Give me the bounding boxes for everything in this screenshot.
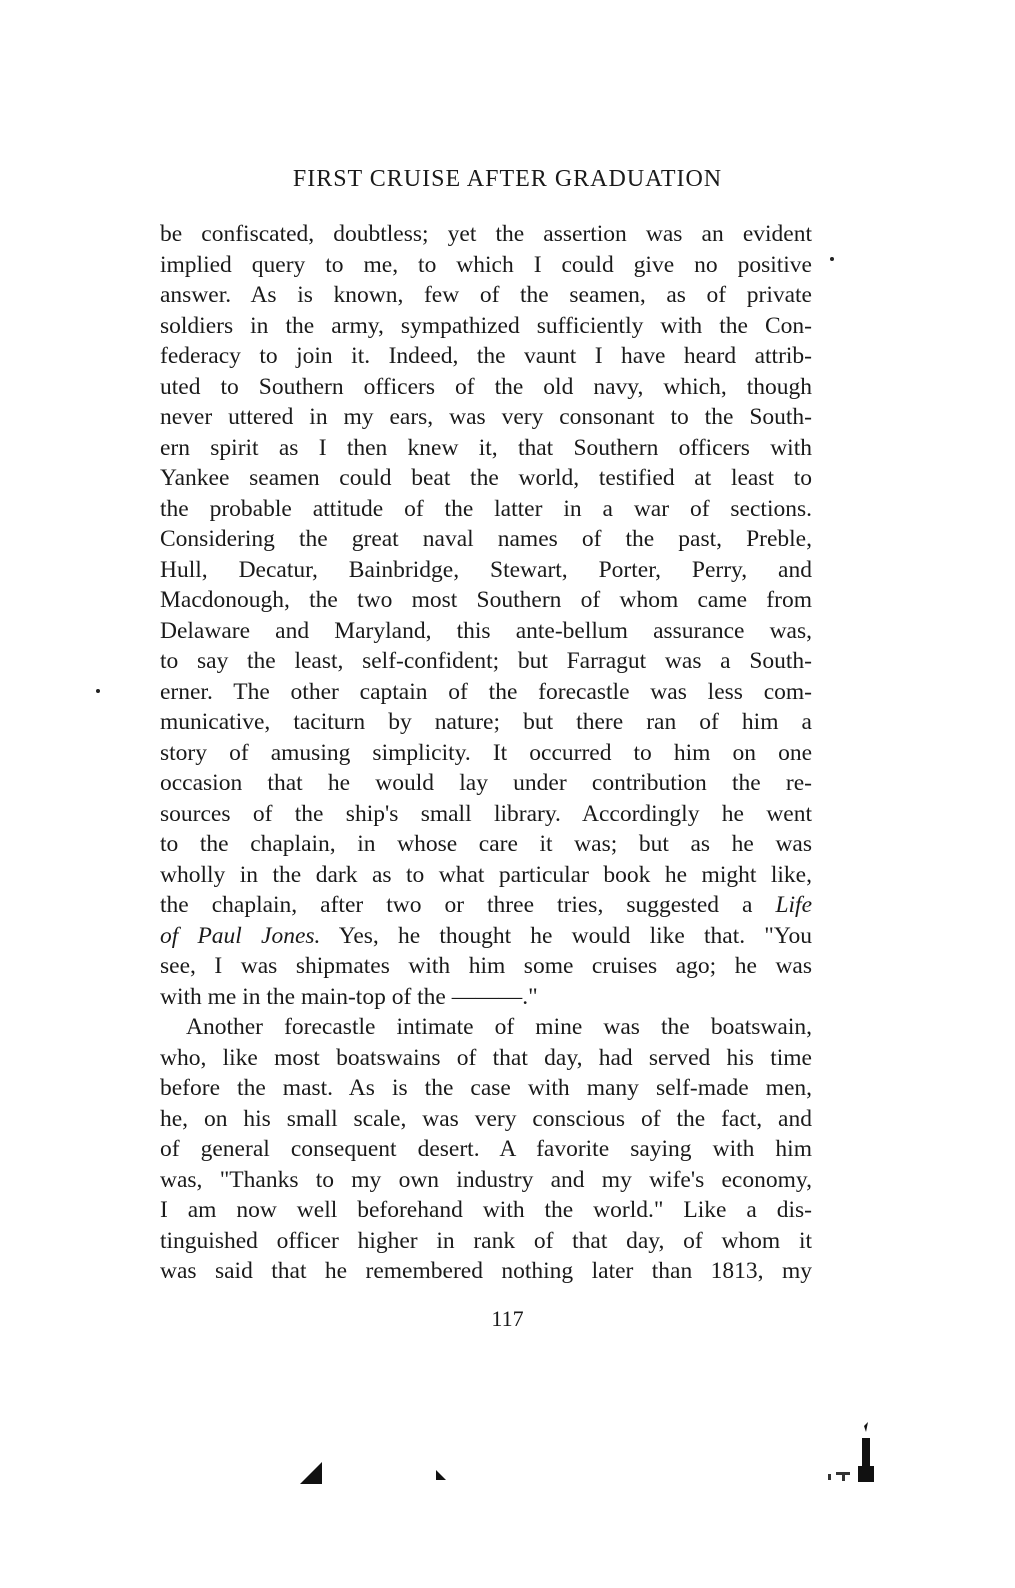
text-line-with-italic: [160, 890, 812, 921]
running-head: FIRST CRUISE AFTER GRADUATION: [292, 166, 723, 192]
text-line: sources of the ship's small library. Accordingly he went: [160, 800, 812, 827]
text-line: who, like most boatswains of that day, had served his time: [160, 1044, 812, 1071]
text-line: was, "Thanks to my own industry and my wife's economy,: [160, 1166, 812, 1193]
text-line: tinguished officer higher in rank of that day, of whom it: [160, 1227, 812, 1254]
text-line: story of amusing simplicity. It occurred to him on one: [160, 739, 812, 766]
text-line: Yankee seamen could beat the world, testified at least to: [160, 465, 812, 491]
scan-edge-mark-icon: [824, 1420, 880, 1484]
margin-speck: [830, 257, 834, 261]
line-text: Yes, he thought he would like that. "You: [338, 922, 812, 949]
line-text: the chaplain, after two or three tries, suggested a: [160, 892, 753, 918]
text-line: wholly in the dark as to what particular book he might like,: [160, 861, 812, 888]
text-line: to the chaplain, in whose care it was; but as he was: [160, 831, 812, 857]
text-line: answer. As is known, few of the seamen, as of private: [160, 282, 812, 308]
text-line-with-italic: [160, 921, 812, 952]
text-line: be confiscated, doubtless; yet the assertion was an evident: [160, 221, 812, 247]
text-line: Macdonough, the two most Southern of whom came from: [160, 587, 812, 613]
text-line: occasion that he would lay under contribution the re-: [160, 770, 812, 796]
text-line: implied query to me, to which I could give no positive: [160, 251, 812, 278]
text-line: was said that he remembered nothing later than 1813, my: [160, 1258, 812, 1284]
text-line: Considering the great naval names of the past, Preble,: [160, 526, 812, 552]
text-line: Delaware and Maryland, this ante-bellum assurance was,: [160, 617, 812, 644]
text-line: with me in the main-top of the ———.": [160, 983, 538, 1010]
text-line: of general consequent desert. A favorite saying with him: [160, 1136, 812, 1162]
text-line: to say the least, self-confident; but Farragut was a South-: [160, 648, 812, 674]
body-text: [160, 219, 812, 1287]
text-line: federacy to join it. Indeed, the vaunt I have heard attrib-: [160, 343, 812, 369]
scan-corner-mark-icon: [296, 1458, 326, 1488]
text-line: I am now well beforehand with the world." Like a dis-: [160, 1197, 812, 1223]
text-line: he, on his small scale, was very conscious of the fact, and: [160, 1105, 812, 1132]
text-line: Hull, Decatur, Bainbridge, Stewart, Porter, Perry, and: [160, 556, 812, 583]
text-line: never uttered in my ears, was very consonant to the South-: [160, 404, 812, 430]
paragraph-first-line: Another forecastle intimate of mine was the boatswain,: [186, 1014, 812, 1040]
text-line: ern spirit as I then knew it, that Southern officers with: [160, 434, 812, 461]
text-line: erner. The other captain of the forecastle was less com-: [160, 678, 812, 705]
text-line: soldiers in the army, sympathized sufficiently with the Con-: [160, 312, 812, 339]
text-line: the probable attitude of the latter in a war of sections.: [160, 495, 812, 522]
margin-speck: [96, 689, 100, 693]
italic-title: Life: [775, 892, 812, 918]
text-line: before the mast. As is the case with many self-made men,: [160, 1075, 812, 1101]
scan-small-mark-icon: [434, 1468, 450, 1484]
text-line: uted to Southern officers of the old navy, which, though: [160, 373, 812, 400]
text-line: municative, taciturn by nature; but there ran of him a: [160, 709, 812, 735]
text-line: see, I was shipmates with him some cruises ago; he was: [160, 953, 812, 979]
page-number: 117: [491, 1306, 524, 1331]
italic-title: of Paul Jones.: [160, 922, 321, 949]
